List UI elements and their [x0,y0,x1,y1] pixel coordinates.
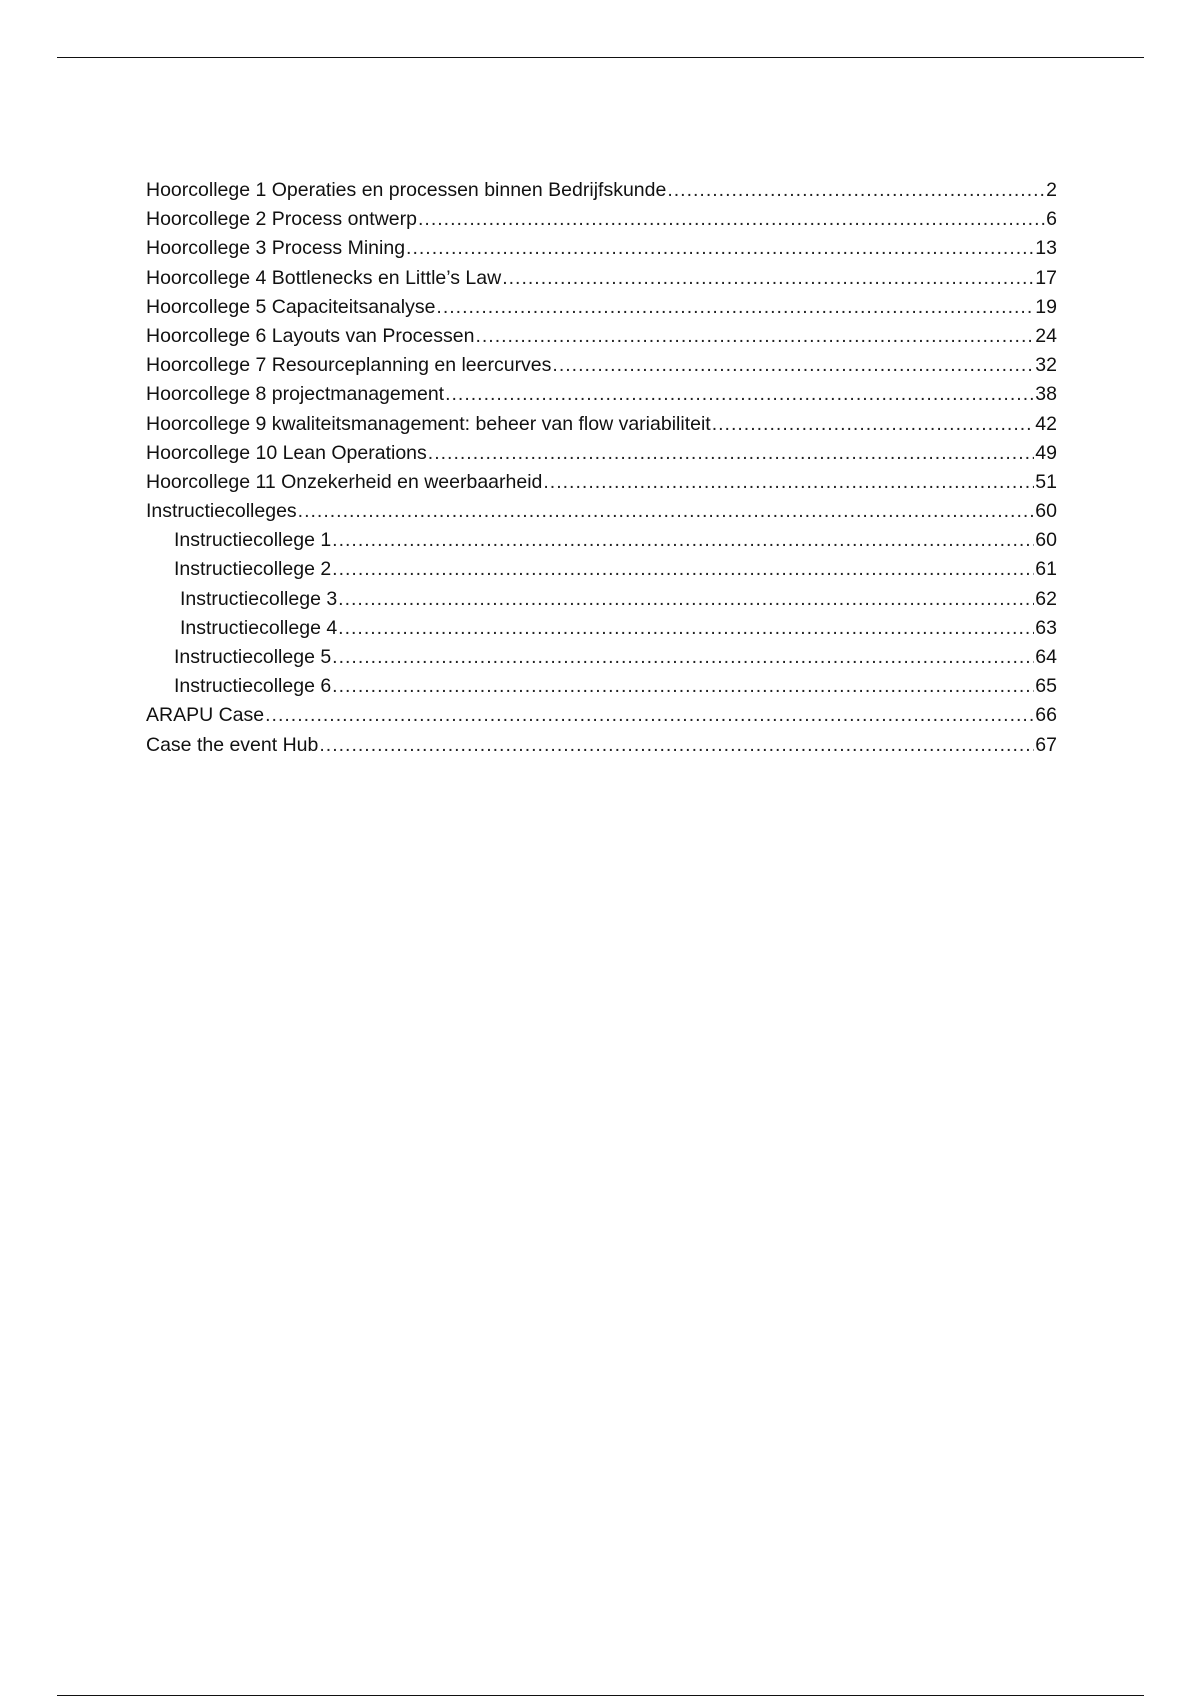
toc-dot-leader [332,672,1034,701]
footer-rule [57,1695,1144,1696]
toc-dot-leader [265,701,1034,730]
toc-entry[interactable] [146,701,1057,730]
toc-entry-page: 60 [1035,500,1057,523]
table-of-contents [146,176,1057,760]
toc-entry-page: 32 [1035,354,1057,377]
toc-dot-leader [552,351,1034,380]
toc-entry-title: Hoorcollege 5 Capaciteitsanalyse [146,295,436,318]
toc-dot-leader [475,322,1034,351]
toc-entry-page: 2 [1046,179,1057,201]
toc-subentry[interactable] [146,614,1057,643]
toc-entry[interactable] [146,322,1057,351]
toc-dot-leader [712,410,1035,439]
toc-dot-leader [436,293,1034,322]
toc-entry[interactable] [146,205,1057,234]
toc-dot-leader [338,585,1034,614]
toc-entry-title: Hoorcollege 8 projectmanagement [146,383,445,406]
toc-entry-title: ARAPU Case [146,704,265,727]
toc-entry-page: 62 [1035,587,1057,610]
toc-entry-page: 19 [1035,295,1057,318]
toc-entry[interactable] [146,731,1057,760]
toc-entry-page: 13 [1035,237,1057,260]
toc-entry-page: 24 [1035,324,1057,347]
toc-entry-page: 51 [1035,470,1057,493]
toc-dot-leader [667,176,1045,205]
toc-entry-title: Hoorcollege 4 Bottlenecks en Little’s Law [146,266,502,289]
toc-entry-page: 61 [1035,558,1057,581]
toc-subentry[interactable] [146,672,1057,701]
toc-entry-page: 66 [1035,704,1057,727]
toc-entry-title: Hoorcollege 9 kwaliteitsmanagement: beheer van flow variabiliteit [146,412,711,435]
toc-dot-leader [332,526,1034,555]
toc-subentry[interactable] [146,585,1057,614]
toc-entry-title: Hoorcollege 1 Operaties en processen binnen Bedrijfskunde [146,179,667,201]
toc-entry-page: 17 [1035,266,1057,289]
toc-subentry[interactable] [146,555,1057,584]
toc-entry[interactable] [146,293,1057,322]
toc-dot-leader [406,234,1034,263]
toc-entry-page: 42 [1035,412,1057,435]
toc-entry[interactable] [146,410,1057,439]
toc-subentry[interactable] [146,643,1057,672]
toc-dot-leader [319,731,1034,760]
toc-entry-page: 6 [1046,208,1057,231]
toc-dot-leader [445,380,1034,409]
toc-dot-leader [428,439,1035,468]
toc-entry-title: Case the event Hub [146,733,319,756]
toc-dot-leader [298,497,1035,526]
toc-entry[interactable] [146,234,1057,263]
toc-entry-title: Instructiecollege 4 [180,616,338,639]
toc-entry-title: Instructiecolleges [146,500,297,523]
toc-entry-title: Instructiecollege 3 [180,587,338,610]
toc-entry-page: 63 [1035,616,1057,639]
toc-entry-title: Instructiecollege 1 [174,529,332,552]
toc-entry[interactable] [146,176,1057,205]
toc-entry-page: 38 [1035,383,1057,406]
toc-entry[interactable] [146,497,1057,526]
toc-entry[interactable] [146,351,1057,380]
toc-entry-title: Hoorcollege 6 Layouts van Processen [146,324,475,347]
toc-entry-title: Instructiecollege 2 [174,558,332,581]
toc-entry-page: 60 [1035,529,1057,552]
toc-entry[interactable] [146,380,1057,409]
toc-entry[interactable] [146,264,1057,293]
toc-entry-title: Hoorcollege 3 Process Mining [146,237,406,260]
toc-entry-title: Hoorcollege 10 Lean Operations [146,441,427,464]
toc-entry[interactable] [146,468,1057,497]
toc-entry-page: 67 [1035,733,1057,756]
toc-entry-page: 49 [1035,441,1057,464]
toc-dot-leader [418,205,1045,234]
toc-dot-leader [338,614,1034,643]
toc-entry-title: Hoorcollege 11 Onzekerheid en weerbaarheid [146,470,543,493]
toc-dot-leader [332,643,1034,672]
toc-dot-leader [502,264,1034,293]
header-rule [57,57,1144,58]
toc-entry-page: 65 [1035,675,1057,698]
toc-entry[interactable] [146,439,1057,468]
toc-entry-title: Instructiecollege 5 [174,646,332,668]
toc-entry-title: Hoorcollege 7 Resourceplanning en leercurves [146,354,552,377]
toc-dot-leader [543,468,1034,497]
toc-entry-title: Instructiecollege 6 [174,675,332,698]
toc-entry-page: 64 [1035,646,1057,668]
toc-subentry[interactable] [146,526,1057,555]
toc-entry-title: Hoorcollege 2 Process ontwerp [146,208,417,231]
toc-dot-leader [332,555,1034,584]
